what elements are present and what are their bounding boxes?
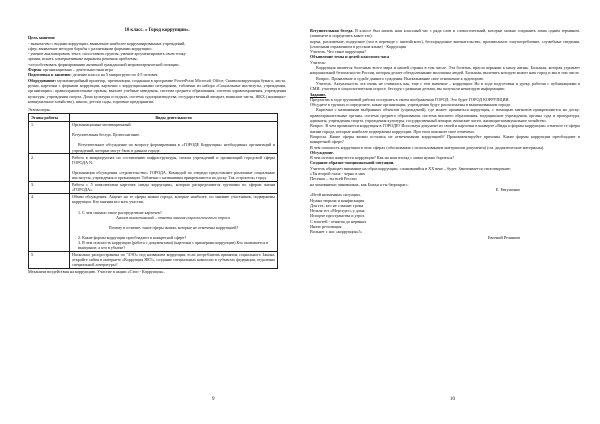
discussion-heading: Обсуждение. [310,149,334,155]
row-line: Анализ высказываний – ответы мнения социологического опроса. [116,214,231,220]
form-text: : организационно – деятельностная игра [40,67,113,73]
table-row [29,251,278,268]
row-line: Почему в отличие, такое сферы жизни, которые не отмечены коррупцией? [108,224,239,230]
row-content [70,193,278,251]
row-num: 3. [29,181,70,193]
row-num: 4. [29,193,70,251]
poem-line: Вольнет с нас «коррупция»!» [310,229,363,235]
table-header-activity: Виды деятельности [70,114,278,121]
row-line: Организация обсуждения «строительство» ГОРОДА. Командой по очереди представляет различные социальные институты, учреждения и организации. Таблички с названиями прикрепляются на доску. Так «строится» город. [72,169,275,180]
poem-line: С властей - отнятая до нервных [310,218,367,224]
goal-item: зрения, искать альтернативные варианты решения проблемы; [28,56,138,62]
row-content [70,251,278,268]
poem-line: Для тех, кто не слышит грома [310,202,364,208]
teacher-label: Учитель: [310,59,327,65]
poem-line: на чиновничьи чиновниках, как Божья я ты бюрократ». [310,181,409,187]
goal-item: - знакомство с видами коррупции, выявление наиболее коррумпированных учреждений, [28,40,186,46]
page-number-right: 10 [450,396,455,402]
poem-line: «Втой низменных ситуации, [310,192,361,198]
row-line: Вступительная беседа. Целеполагание. [72,132,141,138]
form-label: Форма [28,67,41,73]
poem-line: Иначе реэолюция [310,223,342,229]
poem-2 [310,192,580,234]
discussion-text: В чем истоки живучести коррупции? Как на наш взгляд с ними нужно бороться? [310,155,455,161]
lesson-title: 10 класс. « Город коррупции». [124,28,190,33]
poem-author-2: Евгений Резников [487,234,520,240]
teacher2: Учитель. Актуальность эта очень не ставилась как, еще с тем значение – коррупции. Но в ходе подготовки и уроку, работая с публикациями в СМИ, участвуя в социологическом опросе, беседуя с разными детьми, вы получили некоторую информацию. [310,80,580,92]
row-line: Обмен обсуждения. Акцент на те сферы жизни города, которые наиболее, по мнению участников, подвержены коррупции. Кто мнения кто кого участия. [72,194,275,205]
table-row [29,121,278,154]
row-line: Работа в микрогруппах по составлению инфраструктуры, списка учреждений и организаций городской сферы ГОРОДА N. [72,154,275,165]
teacher-question: Учитель. Что такое коррупция? [310,49,366,55]
creation-heading: Создание образно-эмоциональной ситуации. [310,160,395,166]
intro-paragraph [310,28,580,39]
task-heading: Задание. [310,91,327,97]
stages-table [28,113,278,269]
table-row [29,181,278,193]
row-num: 5. [29,251,70,268]
table-header-row [29,114,278,121]
row-line: Работа с 5 комплектами карточек «виды коррупции», которые распределяются группами по сферам жизни «ГОРОДА». [72,182,275,193]
row-num: 2. [29,154,70,181]
question1: Вопрос. Проявление и судьбе данного суждения. Высказывание свое отношение к аудиторию. [316,75,484,81]
poem-line: Нельзя тот «Мерседес» у дома [310,208,365,214]
equipment-label: Оборудование: [28,77,57,83]
row-line: Насколько распространена по "ЗЭО» под названием коррупция, если потребляешь принятия социального Закона, откройте сайты в интернете «Коррупция НЕТ», создание специальных комиссии в субъектах федерации, отдаленно специальной литературы? [72,252,275,268]
questions-line: Вопросы. Какие сферы жизни остались не отмеченными коррупцией? Прокомментируйте причины. Какие формы коррупции преобладают в конкретной сфере? [310,133,580,145]
para1: Обсудите в группах и определите, какие организации, учреждения будут расположены в вышеназванном городе. [310,102,512,108]
topic-text: Коррупция является болезнью всего мира и нашей страны в том числе. Эта болезнь, врасла корнями в нашу жизнь. Большая, которая угрожает национальной безопасности России, которая делает обездоленными миллионы людей. Большая, вылечить которую может наш город и мы в том числе. [310,65,580,76]
poem-line: «Ты второй глаза - черно в них [310,171,366,177]
poem-line: Испорче пространства и угроз. [310,213,366,219]
row-content [70,121,278,154]
right-page [300,0,600,424]
row-line: Организационно-мотивационный. [72,122,132,128]
intro-list: порча, разложение, подкупное (что в переводе с английского), беспорядочное вмешательство, произвольное злоупотребление, служебные сведения, (отличным отражением в русском языке) - Коррупция [310,38,580,49]
topic-heading: Объявление темы и целей классного часа [310,54,390,60]
intro-label: Вступительная беседа. [310,28,354,33]
goals-heading: Цель занятия: [28,35,56,41]
row-line: 3. В чем опасность коррупции (работа с документами) (карточки с примерами коррупции) Кто оказывается в выигрыше, а кто в убытке? [78,240,269,251]
row-content [70,181,278,193]
row-line: 1. С чем связано такое распределение карточек? [78,209,162,215]
table-header-stage: Этапы работы [29,114,70,121]
poem-1 [310,171,580,187]
prep-label: Подготовка к занятию [28,72,71,78]
danger-line: В чем опасность коррупции в этих сферах (обоснования с использованием материалов документа) (см. дидактические материалы). [310,144,545,150]
row-num: 1. [29,121,70,154]
goals-list [28,41,286,67]
task-text: Предлагаю в ходе групповой работы построить в своем воображении ГОРОД. Это будет ГОРОД КОРРУПЦИИ. [310,96,510,102]
intro-text: В классе был начать наш классный час с ряда слов и словосочетаний, которые можно сохранить лишь одним термином. (запишете и определить какое это): [310,28,580,39]
page-number-left: 9 [212,396,215,402]
goal-item: -способствовать формированию активной гражданской мировоззренческой позиции. [28,61,180,67]
question2: Вопрос. В чем проявляется коррупция в ГОРОДЕ? Используя документ из своей и карточки в конверте «Виды и формы коррупции» отметьте те сферы жизни города, которые наиболее подвержены коррупции. При этом поясните свое отмечено. [310,123,580,134]
goal-item: - умение анализировать текст, сопоставить группы, умение аргументировать свою точку [28,51,186,57]
stages-heading: Этапы игры: [28,107,51,113]
poem-line: Нужна тюрьма и конфискация [310,197,365,203]
para2: Карточки с названиями выбранных объектов (учреждений), где может проявиться коррупция, с помощью магнитов прикрепляются на доску: правоохранительные органы, система среднего образования, система высшего образования, медицинские учреждения, органы суда и прокуратура, адвокаты, учреждения спорта, учреждения культуры, государственный аппарат, воинские части, жилищно-коммунальное хозяйство. [310,107,580,124]
row-content [70,154,278,181]
table-row [29,193,278,251]
prep-text: : деление класса на 5 микрогрупп по 4-5 человек [70,72,158,78]
poem-line: Песенок – ты всей России [310,176,357,182]
table-footnote: Механизм воздействия на коррупцию. Участие в акции «Стоп - Коррупция». [28,269,165,275]
poem-author-1: Е. Евтушенко [495,186,520,192]
equipment-text: мультимедийный проектор, презентация, созданная в программе PowerPoint Microsoft Office; Символизирующая бумага, листа, ручки, карточки с формами коррупции, карточки с коррупционными ситуациями, таблички из набора «Социальные институты, учреждения, организации»: правоохранительные органы, высшее учебные заведения, система среднего образования, система здравоохранения, учреждения культуры, учреждения спорта, Дома культуры и отдыха, система судопроизводства, государственный аппарат, воинские части, ЖКХ (жилищно-коммунальное хозяйство), школа, детски сады, торговые предприятия. [28,77,286,104]
row-line: 2. Какие формы коррупции преобладают в конкретной сфере? [78,235,187,241]
creation-text: Учитель обращает внимание на образ коррупции, сложившийся в XX веке – будет. Зачитывается стихотворение: [310,165,511,171]
row-line: Вступительное обсуждение по вопросу формирования в «ГОРОДЕ Коррупция» необходимых организаций и учреждений, которые могут быть в данном городе. [72,142,275,153]
goal-item: сфер, выявление методов борьбы с различными формами коррупции; [28,45,152,51]
table-row [29,154,278,181]
equipment-line [28,78,286,104]
